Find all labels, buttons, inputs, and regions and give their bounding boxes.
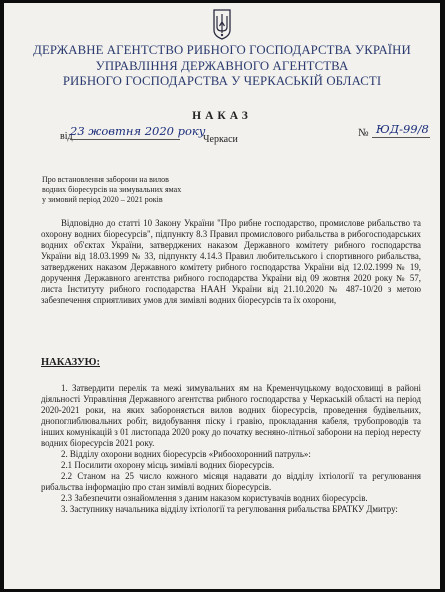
city-name: Черкаси (203, 134, 238, 145)
header-line-3: РИБНОГО ГОСПОДАРСТВА У ЧЕРКАСЬКІЙ ОБЛАСТІ (62, 74, 382, 88)
number-prefix: № (358, 127, 369, 139)
order-subject (42, 175, 272, 205)
subject-line-1: Про встановлення заборони на вилов (42, 175, 169, 184)
header-line-1: ДЕРЖАВНЕ АГЕНТСТВО РИБНОГО ГОСПОДАРСТВА УКРАЇНИ (33, 43, 411, 57)
order-item-2-3: 2.3 Забезпечити ознайомлення з даним наказом користувачів водних біоресурсів. (61, 493, 368, 503)
trident-emblem-icon (211, 8, 233, 40)
preamble-block (41, 218, 421, 306)
handwritten-date: 23 жовтня 2020 року (70, 124, 206, 138)
order-item-2: 2. Відділу охорони водних біоресурсів «Рибоохоронний патруль»: (61, 449, 311, 459)
agency-header (4, 43, 440, 90)
handwritten-number: ЮД-99/8 (376, 122, 429, 136)
document-title: НАКАЗ (192, 110, 252, 122)
order-item-2-2: 2.2 Станом на 25 число кожного місяця надавати до відділу іхтіології та регулювання рибальства інформацію про стан зимівлі водних біоресурсів. (41, 471, 421, 492)
order-heading: НАКАЗУЮ: (41, 357, 100, 368)
order-item-3: 3. Заступнику начальника відділу іхтіології та регулювання рибальства БРАТКУ Дмитру: (61, 504, 398, 514)
subject-line-2: водних біоресурсів на зимувальних ямах (42, 185, 182, 194)
subject-line-3: у зимовий період 2020 – 2021 років (42, 195, 163, 204)
number-underline (372, 137, 430, 138)
header-line-2: УПРАВЛІННЯ ДЕРЖАВНОГО АГЕНТСТВА (95, 58, 349, 73)
order-item-1: 1. Затвердити перелік та межі зимувальних ям на Кременчуцькому водосховищі в районі діяльності Управління Державного агентства рибного господарства у Черкаській області на період 2020-2021 роки, на яких забороняється вилов водних біоресурсів, проведення будівельних, днопоглиблювальних робіт, видобування піску і гравію, прокладання кабеля, трубопроводів та інших комунікацій з 01 листопада 2020 року до початку весняно-літньої заборони на період нересту водних біоресурсів 2021 року. (41, 383, 421, 448)
order-items (41, 383, 421, 515)
date-underline (70, 139, 180, 140)
date-prefix: від (60, 131, 73, 142)
order-item-2-1: 2.1 Посилити охорону місць зимівлі водних біоресурсів. (61, 460, 275, 470)
preamble-paragraph: Відповідно до статті 10 Закону України "Про рибне господарство, промислове рибальство та охорону водних біоресурсів", підпункту 8.3 Правил промислового рибальства в рибогосподарських водних об'єктах України, затверджених наказом Державного комітету рибного господарства України від 18.03.1999 № 33, підпункту 4.14.3 Правил любительського і спортивного рибальства, затверджених наказом Державного комітету рибного господарства України від 12.02.1999 № 19, доручення Державного агентства рибного господарства України від 09 жовтня 2020 року № 57, листа Інституту рибного господарства НААН України від 21.10.2020 № 487-10/20 з метою забезпечення сприятливих умов для зимівлі водних біоресурсів та їх охорони, (41, 218, 421, 305)
document-page (4, 3, 440, 589)
